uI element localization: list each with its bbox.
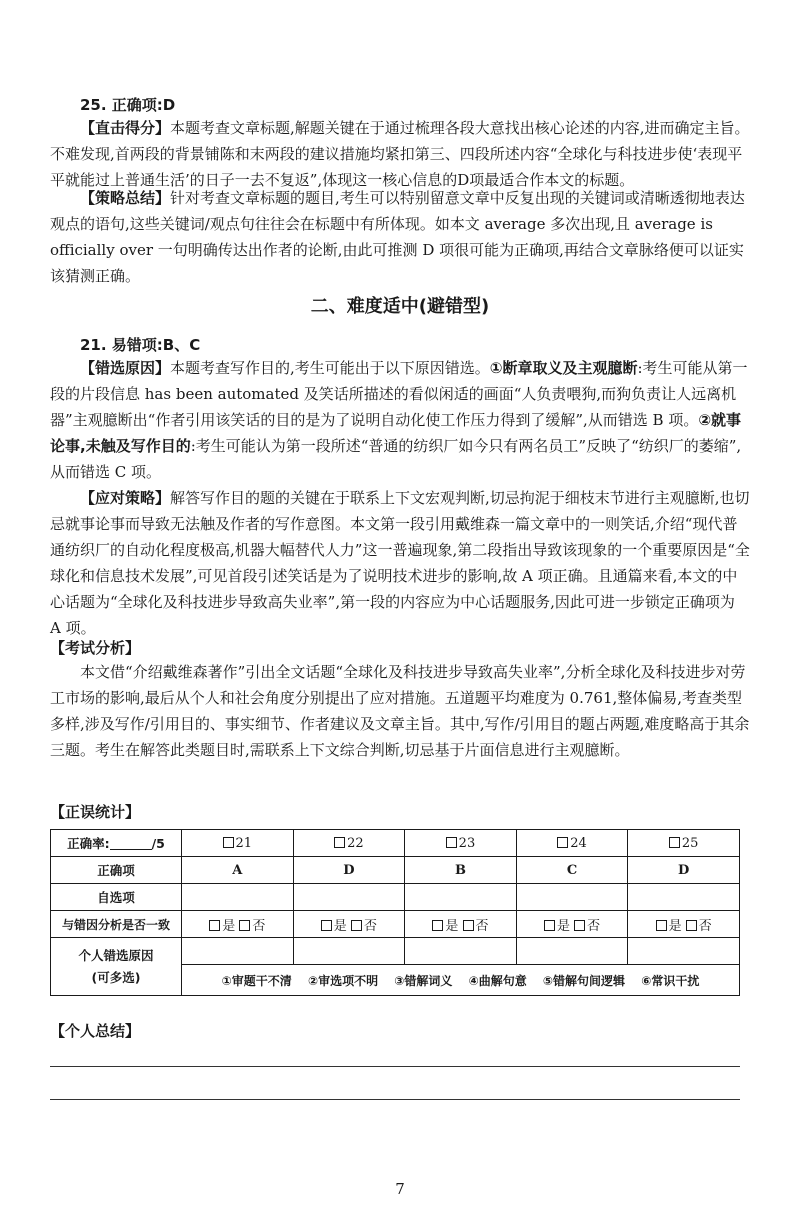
self-choice-cell[interactable]: [293, 884, 405, 911]
question-cell[interactable]: [405, 830, 517, 857]
yes-label: 是: [668, 918, 682, 934]
checkbox-icon[interactable]: [574, 920, 585, 931]
accuracy-suffix: /5: [151, 836, 165, 851]
yes-label: 是: [222, 918, 236, 934]
answer-cell: D: [293, 857, 405, 884]
q25-direct-paragraph: [50, 115, 750, 193]
q21-response-text: 解答写作目的题的关键在于联系上下文宏观判断,切忌拘泥于细枝末节进行主观臆断,也切忌就事论事而导致无法触及作者的写作意图。本文第一段引用戴维森一篇文章中的一则笑话,介绍“现代普通纺织厂的自动化程度极高,机器大幅替代人力”这一普遍现象,第二段指出导致该现象的一个重要原因是“全球化和信息技术发展”,可见首段引述笑话是为了说明技术进步的影响,故 A 项正确。且通篇来看,本文的中心话题为“全球化及科技进步导致高失业率”,第一段的内容应为中心话题服务,因此可进一步锁定正确项为 A 项。: [50, 489, 750, 637]
page-number: 7: [395, 1180, 405, 1198]
checkbox-icon[interactable]: [557, 837, 568, 848]
q21-reason1-label: ①断章取义及主观臆断: [489, 359, 638, 377]
answer-cell: C: [516, 857, 628, 884]
question-cell[interactable]: [516, 830, 628, 857]
checkbox-icon[interactable]: [669, 837, 680, 848]
reason-label-multi: (可多选): [91, 969, 141, 985]
reason-option[interactable]: ③错解词义: [394, 973, 453, 988]
checkbox-icon[interactable]: [239, 920, 250, 931]
q25-strategy-text: 针对考查文章标题的题目,考生可以特别留意文章中反复出现的关键词或清晰透彻地表达观点的语句,这些关键词/观点句往往会在标题中有所体现。如本文 average 多次出现,且 average is officially over 一句明确传达出作者的论断,由此可推测 D 项很可能为正确项,再结合文章脉络便可以证实该猜测正确。: [50, 189, 745, 285]
answer-cell: D: [628, 857, 740, 884]
accuracy-label: 正确率:: [67, 836, 110, 851]
match-cell: [516, 911, 628, 938]
stats-row-match: [51, 911, 740, 938]
q21-cause-paragraph: [50, 355, 750, 485]
checkbox-icon[interactable]: [334, 837, 345, 848]
match-cell: [293, 911, 405, 938]
section-title: 二、难度适中(避错型): [310, 296, 490, 317]
yes-label: 是: [445, 918, 459, 934]
checkbox-icon[interactable]: [351, 920, 362, 931]
no-label: 否: [363, 918, 377, 934]
self-label: 自选项: [51, 884, 182, 911]
question-number: 22: [347, 835, 364, 851]
checkbox-icon[interactable]: [686, 920, 697, 931]
self-choice-cell[interactable]: [628, 884, 740, 911]
q21-heading: 21. 易错项:B、C: [80, 336, 201, 354]
match-cell: [182, 911, 294, 938]
summary-line[interactable]: [50, 1099, 740, 1100]
no-label: 否: [252, 918, 266, 934]
question-number: 23: [458, 835, 476, 851]
yes-label: 是: [556, 918, 570, 934]
reason-blank-cell[interactable]: [182, 938, 294, 965]
yes-label: 是: [333, 918, 347, 934]
stats-table: [50, 829, 740, 996]
checkbox-icon[interactable]: [446, 837, 457, 848]
q21-cause-text-2: :考生可能从第一段的片段信息 has been automated 及笑话所描述的看似闲适的画面“人负责喂狗,而狗负责让人远离机器”主观臆断出“作者引用该笑话的目的是为了说明自动化使工作压力得到了缓解”,从而错选 B 项。: [50, 359, 748, 429]
checkbox-icon[interactable]: [432, 920, 443, 931]
no-label: 否: [475, 918, 489, 934]
q25-strategy-paragraph: [50, 185, 750, 289]
q21-cause-text-3: :考生可能认为第一段所述“普通的纺织厂如今只有两名员工”反映了“纺织厂的萎缩”,从而错选 C 项。: [50, 437, 742, 481]
question-number: 25: [681, 835, 699, 851]
match-label: 与错因分析是否一致: [51, 911, 182, 938]
summary-line[interactable]: [50, 1066, 740, 1067]
reason-option[interactable]: ④曲解句意: [468, 973, 527, 988]
checkbox-icon[interactable]: [463, 920, 474, 931]
reason-option[interactable]: ②审选项不明: [307, 973, 379, 988]
match-cell: [405, 911, 517, 938]
reason-blank-cell[interactable]: [293, 938, 405, 965]
reason-label: 个人错选原因: [78, 947, 154, 963]
stats-row-answers: [51, 857, 740, 884]
stats-row-self: [51, 884, 740, 911]
q21-response-paragraph: [50, 485, 750, 641]
q25-strategy-tag: 【策略总结】: [80, 189, 171, 207]
answer-cell: B: [405, 857, 517, 884]
answer-cell: A: [182, 857, 294, 884]
stats-heading: 【正误统计】: [50, 803, 141, 821]
answer-label: 正确项: [51, 857, 182, 884]
accuracy-cell: [51, 830, 182, 857]
no-label: 否: [698, 918, 712, 934]
checkbox-icon[interactable]: [321, 920, 332, 931]
reason-option[interactable]: ①审题干不清: [221, 973, 292, 988]
match-cell: [628, 911, 740, 938]
q21-cause-text-1: 本题考查写作目的,考生可能出于以下原因错选。: [170, 359, 490, 377]
self-choice-cell[interactable]: [405, 884, 517, 911]
question-number: 21: [235, 835, 253, 851]
self-choice-cell[interactable]: [182, 884, 294, 911]
accuracy-blank[interactable]: [110, 837, 152, 850]
reason-option[interactable]: ⑤错解句间逻辑: [542, 973, 626, 988]
reason-blank-cell[interactable]: [516, 938, 628, 965]
exam-analysis-text: 本文借“介绍戴维森著作”引出全文话题“全球化及科技进步导致高失业率”,分析全球化及科技进步对劳工市场的影响,最后从个人和社会角度分别提出了应对措施。五道题平均难度为 0.761,整体偏易,考查类型多样,涉及写作/引用目的、事实细节、作者建议及文章主旨。其中,写作/引用目的题占两题,难度略高于其余三题。考生在解答此类题目时,需联系上下文综合判断,切忌基于片面信息进行主观臆断。: [50, 663, 750, 759]
reason-label-cell: [51, 938, 182, 996]
stats-row-questions: [51, 830, 740, 857]
q25-direct-tag: 【直击得分】: [80, 119, 171, 137]
q21-reason2-label: ②就事论事,未触及写作目的: [50, 411, 742, 455]
reason-option[interactable]: ⑥常识干扰: [641, 973, 700, 988]
checkbox-icon[interactable]: [209, 920, 220, 931]
checkbox-icon[interactable]: [656, 920, 667, 931]
q21-response-tag: 【应对策略】: [80, 489, 171, 507]
question-cell[interactable]: [628, 830, 740, 857]
reason-blank-cell[interactable]: [405, 938, 517, 965]
q25-heading: 25. 正确项:D: [80, 96, 176, 114]
self-choice-cell[interactable]: [516, 884, 628, 911]
q21-cause-tag: 【错选原因】: [80, 359, 171, 377]
no-label: 否: [587, 918, 601, 934]
checkbox-icon[interactable]: [223, 837, 234, 848]
question-cell[interactable]: [293, 830, 405, 857]
reason-blank-cell[interactable]: [628, 938, 740, 965]
stats-row-reason-blank: [51, 938, 740, 965]
question-number: 24: [570, 835, 587, 851]
question-cell[interactable]: [182, 830, 294, 857]
reason-options-cell: [182, 965, 740, 996]
q25-direct-text: 本题考查文章标题,解题关键在于通过梳理各段大意找出核心论述的内容,进而确定主旨。不难发现,首两段的背景铺陈和末两段的建议措施均紧扣第三、四段所述内容“全球化与科技进步使‘表现平平就能过上普通生活’的日子一去不复返”,体现这一核心信息的D项最适合作本文的标题。: [50, 119, 750, 189]
summary-heading: 【个人总结】: [50, 1022, 141, 1040]
checkbox-icon[interactable]: [544, 920, 555, 931]
exam-analysis-heading: 【考试分析】: [50, 639, 141, 657]
